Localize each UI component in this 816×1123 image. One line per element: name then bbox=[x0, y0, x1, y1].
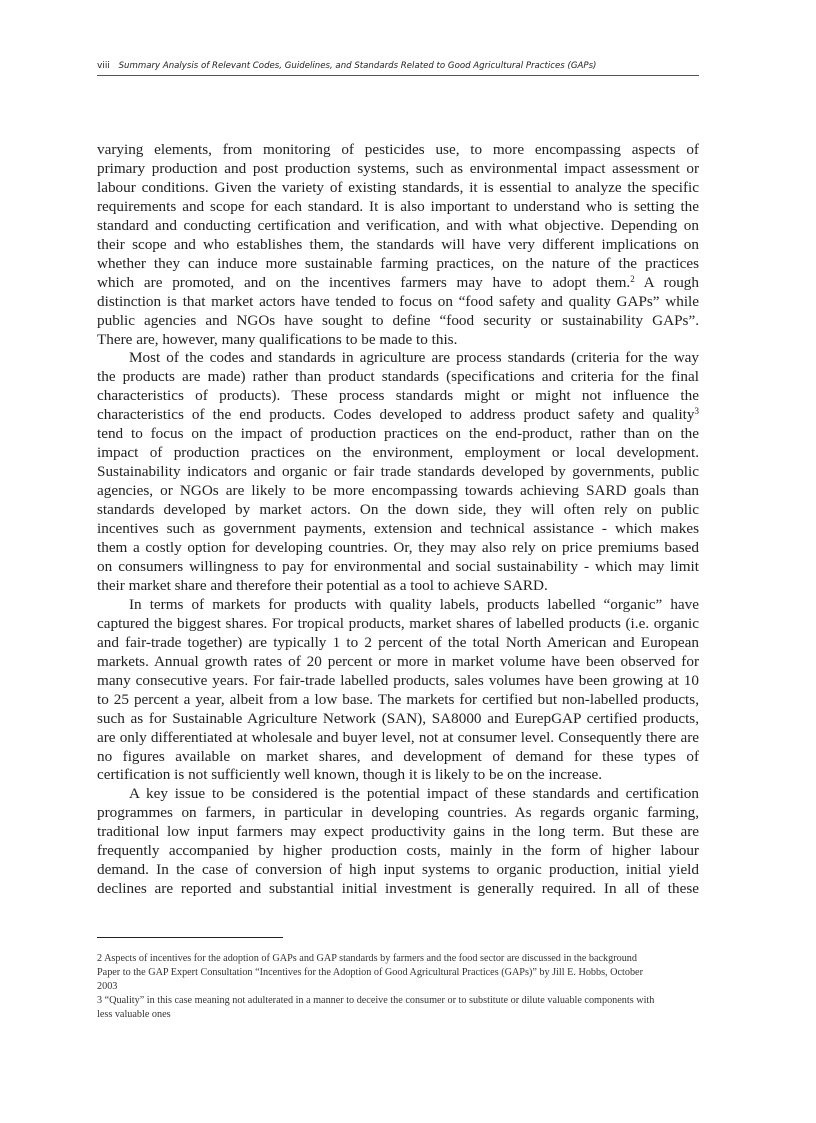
text-line bbox=[97, 217, 699, 236]
text-line bbox=[97, 804, 699, 823]
footnote bbox=[97, 994, 699, 1022]
footnote-line: 2 Aspects of incentives for the adoption of GAPs and GAP standards by farmers and the food sector are discussed in the background bbox=[97, 953, 637, 964]
line-text: characteristics of the end products. Codes developed to address product safety and quality bbox=[97, 406, 695, 424]
line-text: programmes on farmers, in particular in developing countries. As regards organic farming, bbox=[97, 804, 699, 822]
line-text: A key issue to be considered is the potential impact of these standards and certification bbox=[129, 785, 699, 803]
footnote bbox=[97, 952, 699, 994]
line-text: captured the biggest shares. For tropical products, market shares of labelled products (i.e. organic bbox=[97, 614, 699, 632]
line-text: declines are reported and substantial initial investment is generally required. In all of these bbox=[97, 880, 699, 898]
text-line bbox=[97, 368, 699, 387]
line-text: whether they can induce more sustainable farming practices, on the nature of the practices bbox=[97, 254, 699, 272]
text-line bbox=[97, 615, 699, 634]
line-text: requirements and scope for each standard. It is also important to understand who is setting the bbox=[97, 197, 699, 215]
text-line bbox=[97, 558, 699, 577]
text-line bbox=[97, 463, 699, 482]
text-line bbox=[97, 274, 699, 293]
line-text: primary production and post production systems, such as environmental impact assessment or bbox=[97, 159, 699, 177]
text-line bbox=[97, 672, 699, 691]
body-text bbox=[97, 141, 699, 899]
paragraph bbox=[97, 141, 699, 349]
running-title: Summary Analysis of Relevant Codes, Guidelines, and Standards Related to Good Agricultural Practices (GAPs) bbox=[118, 61, 597, 71]
line-text: Sustainability indicators and organic or fair trade standards developed by governments, public bbox=[97, 463, 699, 481]
text-line bbox=[97, 842, 699, 861]
footnote-reference[interactable]: 2 bbox=[630, 273, 635, 284]
line-text: distinction is that market actors have tended to focus on “food safety and quality GAPs” while bbox=[97, 292, 699, 310]
line-text: such as for Sustainable Agriculture Network (SAN), SA8000 and EurepGAP certified products, bbox=[97, 709, 699, 727]
line-text: their market share and therefore their potential as a tool to achieve SARD. bbox=[97, 576, 548, 594]
text-line bbox=[97, 236, 699, 255]
line-text: agencies, or NGOs are likely to be more encompassing towards achieving SARD goals than bbox=[97, 482, 699, 500]
line-text: certification is not sufficiently well known, though it is likely to be on the increase. bbox=[97, 766, 603, 784]
text-line bbox=[97, 179, 699, 198]
text-line bbox=[97, 880, 699, 899]
page-number: viii bbox=[97, 61, 110, 71]
line-text: labour conditions. Given the variety of existing standards, it is essential to analyze the specific bbox=[97, 178, 699, 196]
text-line bbox=[97, 312, 699, 331]
line-text: A rough bbox=[634, 273, 699, 291]
line-text: them a costly option for developing countries. Or, they may also rely on price premiums based bbox=[97, 539, 699, 557]
line-text: tend to focus on the impact of production practices on the end-product, rather than on the bbox=[97, 425, 699, 443]
header-divider bbox=[97, 75, 699, 76]
line-text: standard and conducting certification and verification, and with what objective. Depending on bbox=[97, 216, 699, 234]
text-line bbox=[97, 331, 699, 350]
footnote-line: 2003 bbox=[97, 980, 118, 992]
line-text: Most of the codes and standards in agriculture are process standards (criteria for the way bbox=[129, 349, 699, 367]
line-text: and fair-trade together) are typically 1 to 2 percent of the total North American and European bbox=[97, 633, 699, 651]
line-text: public agencies and NGOs have sought to define “food security or sustainability GAPs”. bbox=[97, 311, 699, 329]
line-text: no figures available on market shares, and development of demand for these types of bbox=[97, 747, 699, 765]
text-line bbox=[97, 255, 699, 274]
text-line bbox=[97, 539, 699, 558]
footnote-divider bbox=[97, 937, 283, 938]
footnote-line: Paper to the GAP Expert Consultation “Incentives for the Adoption of Good Agricultural Practices (GAPs)” by Jill E. Hobbs, October bbox=[97, 966, 643, 978]
paragraph bbox=[97, 596, 699, 786]
line-text: traditional low input farmers may expect productivity gains in the long term. But these are bbox=[97, 823, 699, 841]
paragraph bbox=[97, 349, 699, 595]
text-line bbox=[97, 406, 699, 425]
text-line bbox=[97, 861, 699, 880]
text-line bbox=[97, 729, 699, 748]
line-text: the products are made) rather than product standards (specifications and criteria for the final bbox=[97, 368, 699, 386]
line-text: markets. Annual growth rates of 20 percent or more in market volume have been observed for bbox=[97, 652, 699, 670]
running-header bbox=[97, 61, 699, 71]
text-line bbox=[97, 577, 699, 596]
line-text: standards developed by market actors. On the down side, they will often rely on public bbox=[97, 501, 699, 519]
text-line bbox=[97, 653, 699, 672]
text-line bbox=[97, 634, 699, 653]
line-text: impact of production practices on the environment, employment or local development. bbox=[97, 444, 699, 462]
line-text: frequently accompanied by higher production costs, mainly in the form of higher labour bbox=[97, 842, 699, 860]
text-line bbox=[97, 748, 699, 767]
line-text: to 25 percent a year, albeit from a low base. The markets for certified but non-labelled products, bbox=[97, 690, 699, 708]
line-text: incentives such as government payments, extension and technical assistance - which makes bbox=[97, 520, 699, 538]
text-line bbox=[97, 141, 699, 160]
line-text: varying elements, from monitoring of pesticides use, to more encompassing aspects of bbox=[97, 141, 699, 158]
text-line bbox=[97, 482, 699, 501]
line-text: many consecutive years. For fair-trade labelled products, sales volumes have been growing at 10 bbox=[97, 671, 699, 689]
footnote-line: 3 “Quality” in this case meaning not adulterated in a manner to deceive the consumer or to substitute or dilute valuable components with bbox=[97, 994, 655, 1006]
text-line bbox=[97, 293, 699, 312]
text-line bbox=[97, 349, 699, 368]
text-line bbox=[97, 691, 699, 710]
text-line bbox=[97, 444, 699, 463]
line-text: In terms of markets for products with quality labels, products labelled “organic” have bbox=[129, 595, 699, 613]
line-text: which are promoted, and on the incentives farmers may have to adopt them. bbox=[97, 273, 631, 291]
text-line bbox=[97, 823, 699, 842]
text-line bbox=[97, 198, 699, 217]
footnote-reference[interactable]: 3 bbox=[694, 406, 699, 417]
text-line bbox=[97, 596, 699, 615]
text-line bbox=[97, 160, 699, 179]
text-line bbox=[97, 785, 699, 804]
footnote-line: less valuable ones bbox=[97, 1008, 171, 1020]
line-text: There are, however, many qualifications to be made to this. bbox=[97, 330, 458, 348]
text-line bbox=[97, 710, 699, 729]
text-line bbox=[97, 501, 699, 520]
text-line bbox=[97, 520, 699, 539]
footnotes bbox=[97, 952, 699, 1022]
text-line bbox=[97, 766, 699, 785]
line-text: characteristics of products). These process standards might or might not influence the bbox=[97, 387, 699, 405]
line-text: on consumers willingness to pay for environmental and social sustainability - which may limit bbox=[97, 557, 699, 575]
line-text: are only differentiated at wholesale and buyer level, not at consumer level. Consequently there are bbox=[97, 728, 699, 746]
line-text: demand. In the case of conversion of high input systems to organic production, initial yield bbox=[97, 861, 699, 879]
text-line bbox=[97, 387, 699, 406]
paragraph bbox=[97, 785, 699, 899]
text-line bbox=[97, 425, 699, 444]
line-text: their scope and who establishes them, the standards will have very different implications on bbox=[97, 235, 699, 253]
